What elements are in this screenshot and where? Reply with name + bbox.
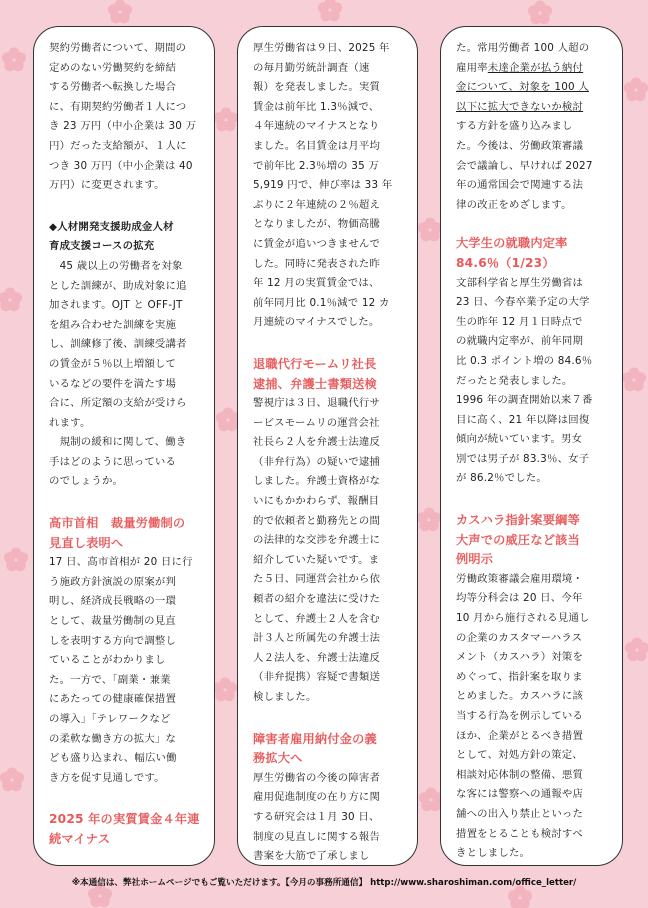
article-text [456, 39, 608, 215]
article-text: 17 日、高市首相が 20 日に行 う施政方針演説の原案が判 明し、経済成長戦略の一環 として、裁量労働制の見直 しを表明する方向で調整し ていることがわかりまし た。一方で、「副業・兼業 にあたっての健康確保措置 の導入」「テレワークなど の柔軟な働き方の拡大」な ども盛り込まれ、幅広い働 き方を促す見通しです。 [49, 556, 193, 784]
article-text-plain: た。常用労働者 100 人超の 雇用率 [456, 42, 590, 74]
article-text: 厚生労働省の今後の障害者 雇用促進制度の在り方に関 する研究会は１月 30 日、 制度の見直しに関する報告 書案を大筋で了承しまし [253, 771, 381, 863]
underlined-text: 未達企業が払う納付 金について、対象を 100 人 以下に拡大できないか検討 [456, 61, 589, 113]
footer-note: ※本通信は、弊社ホームページでもご覧いただけます。【今月の事務所通信】 http://www.sharoshiman.com/office_letter/ [71, 878, 577, 888]
article-heading: カスハラ指針案要綱等 大声での威圧など該当 例明示 [456, 513, 580, 567]
article-heading: 障害者雇用納付金の義 務拡大へ [253, 731, 377, 766]
section-subheading: ◆人材開発支援助成金人材 育成支援コースの拡充 [49, 220, 174, 253]
article-text-plain: する方針を盛り込みまし た。今後は、労働政策審議 会で議論し、早ければ 2027 年の通常国会で関連する法 律の改正をめざします。 [456, 120, 593, 211]
article-heading: 高市首相 裁量労働制の 見直し表明へ [49, 516, 186, 550]
article-text: 厚生労働省は９日、2025 年 の毎月勤労統計調査（速 報）を発表しました。実質 賃金は前年比 1.3％減で、 ４年連続のマイナスとなり ました。名目賃金は月平均 で前年比 2.3％増の 35 万 5,919 円で、伸び率は 33 年 ぶりに２年連続の２％超え となりましたが、物価高騰 に賃金が追いつきませんで した。同時に発表された昨 年 12 月の実質賃金では、 前年同月比 0.1％減で 12 カ 月連続のマイナスでした。 [253, 42, 393, 329]
article-heading: 退職代行モームリ社長 逮捕、弁護士書類送検 [253, 356, 377, 391]
article-column-3 [440, 26, 623, 866]
article-text: 契約労働者について、期間の 定めのない労働契約を締結 する労働者へ転換した場合 に、有期契約労働者１人につ き 23 万円（中小企業は 30 万 円）だった支給額が、１人に つき 30 万円（中小企業は 40 万円）に変更されます。 [49, 42, 197, 192]
article-heading: 大学生の就職内定率 84.6％（1/23） [456, 236, 568, 270]
article-heading: 2025 年の実質賃金４年連 続マイナス [49, 812, 200, 846]
article-column-2 [237, 26, 418, 866]
article-text: 労働政策審議会雇用環境・ 均等分科会は 20 日、今年 10 月から施行される見通し の企業のカスタマーハラス メント（カスハラ）対策を めぐって、指針案を取りま とめました。カスハラに該 当する行為を例示している ほか、企業がとるべき措置 として、対処方針の策定、 相談対応体制の整備、悪質 な客には警察への通報や店 舗への出入り禁止といった 措置をとることも検討すべ きとしました。 [456, 572, 590, 860]
article-text: 45 歳以上の労働者を対象 とした訓練が、助成対象に追 加されます。OJT と OFF-JT を組み合わせた訓練を実施 し、訓練修了後、訓練受講者 の賃金が５％以上増額して いるなどの要件を満たす場 合に、所定額の支給が受けら れます。 [49, 259, 187, 429]
article-column-1 [33, 26, 215, 866]
article-text: 警視庁は３日、退職代行サ ービスモームリの運営会社 社長ら２人を弁護士法違反 （非弁行為）の疑いで逮捕 しました。弁護士資格がな いにもかかわらず、報酬目 的で依頼者と勤務先との間 の法律的な交渉を弁護士に 紹介していた疑いです。ま た５日、同運営会社から依 頼者の紹介を違法に受けた として、弁護士２人を含む 計３人と所属先の弁護士法 人２法人を、弁護士法違反 （非弁提携）容疑で書類送 検しました。 [253, 397, 381, 703]
article-text: 文部科学省と厚生労働省は 23 日、今春卒業予定の大学 生の昨年 12 月１日時点で の就職内定率が、前年同期 比 0.3 ポイント増の 84.6％ だったと発表しました。 1996 年の調査開始以来７番 目に高く、21 年以降は回復 傾向が続いています。男女 別では男子が 83.3％、女子 が 86.2％でした。 [456, 276, 593, 485]
article-text: 規制の緩和に関して、働き 手はどのように思っている のでしょうか。 [49, 436, 187, 488]
